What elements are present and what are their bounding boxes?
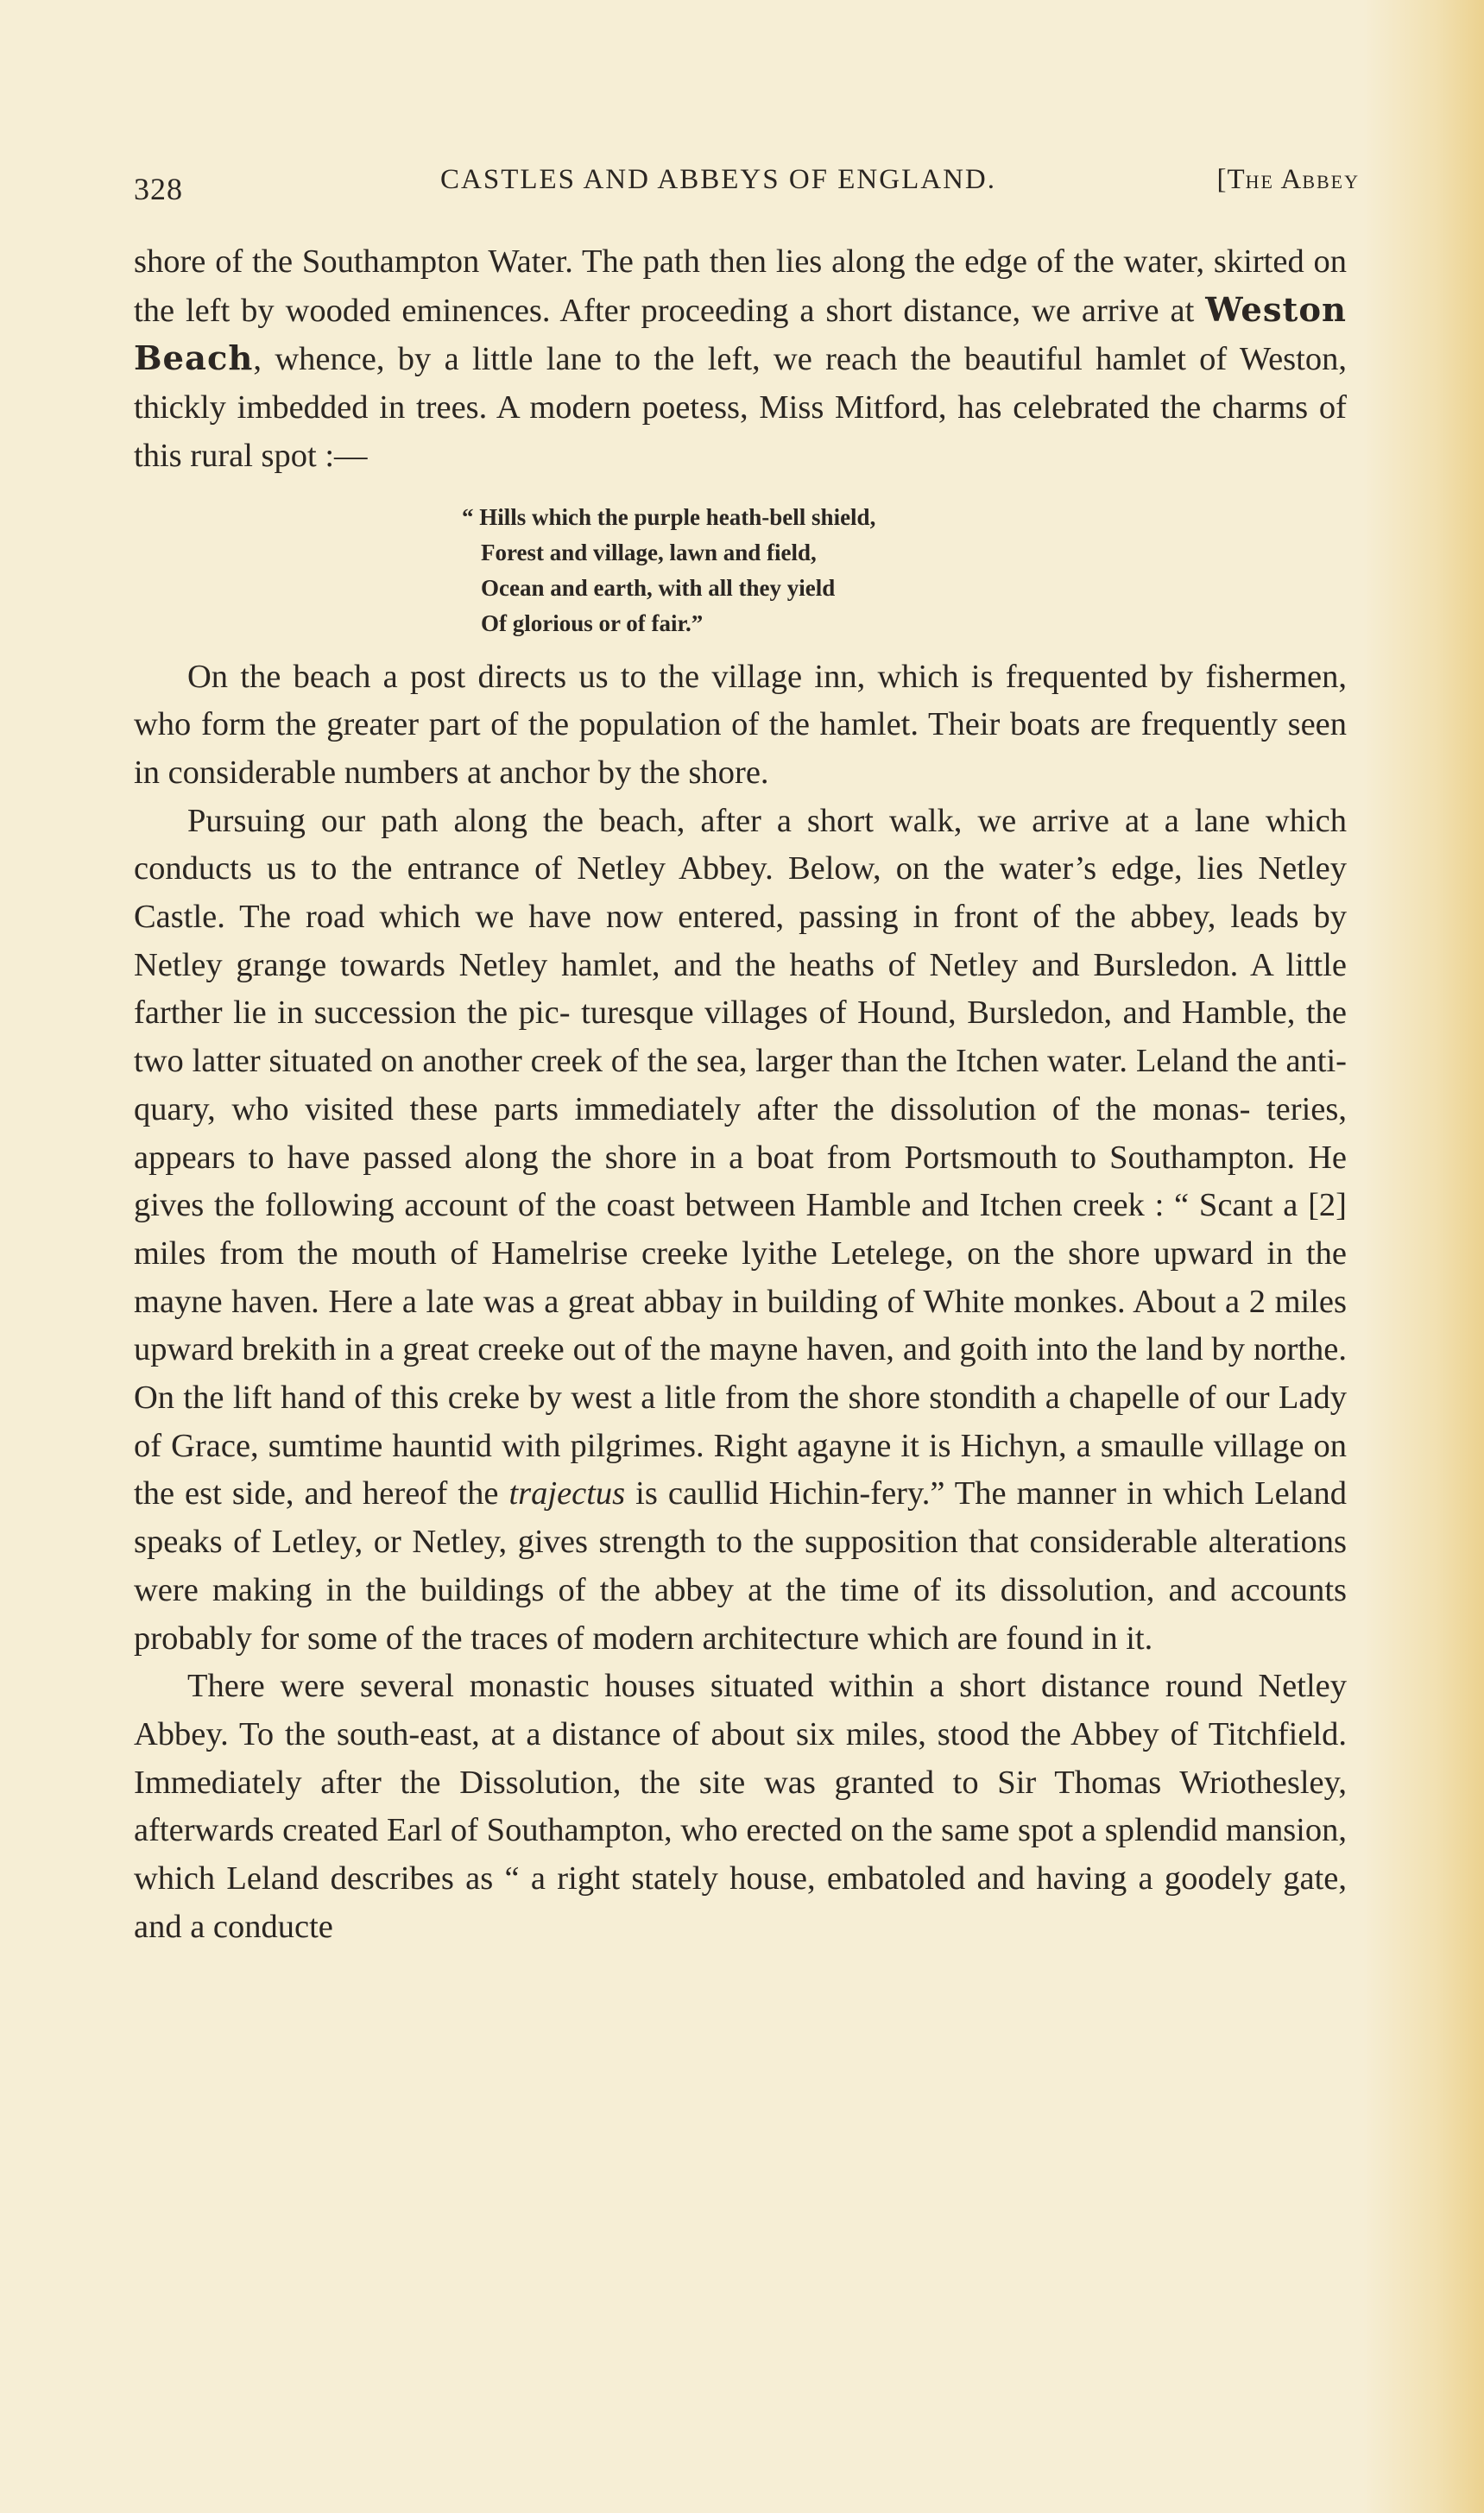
verse-line-4: Of glorious or of fair.” [481, 609, 704, 636]
paragraph-3-text-a: Pursuing our path along the beach, after a short walk, we arrive at a lane which conducts us to the entrance of Netley Abbey. Below, on the water’s edge, lies Netley Castle. The road which we have now entered, passing in front of the abbey, leads by Netley grange towards Netley hamlet, and the heaths of Netley and Bursledon. A little farther lie in succession the pic- turesque villages of Hound, Bursledon, and Hamble, the two latter situated on another creek of the sea, larger than the Itchen water. Leland the anti- quary, who visited these parts immediately after the dissolution of the monas- teries, appears to have passed along the shore in a boat from Portsmouth to Southampton. He gives the following account of the coast between Hamble and Itchen creek : “ Scant a [2] miles from the mouth of Hamelrise creeke lyithe Letelege, on the shore upward in the mayne haven. Here a late was a great abbay in building of White monkes. About a 2 miles upward brekith in a great creeke out of the mayne haven, and goith into the land by northe. On the lift hand of this creke by west a litle from the shore stondith a chapelle of our Lady of Grace, sumtime hauntid with pilgrimes. Right agayne it is Hichyn, a smaulle village on the est side, and hereof the [134, 802, 1347, 1512]
paragraph-3 [134, 798, 1347, 1664]
paragraph-1-text-b: , whence, by a little lane to the left, we reach the beautiful hamlet of Weston, thickly imbedded in trees. A modern poetess, Miss Mitford, has celebrated the charms of this rural spot :— [134, 341, 1347, 474]
verse-line-1: “ Hills which the purple heath-bell shield, [462, 503, 876, 530]
verse-line-3: Ocean and earth, with all they yield [481, 574, 836, 601]
latin-term-trajectus: trajectus [508, 1475, 626, 1512]
paragraph-2: On the beach a post directs us to the village inn, which is frequented by fishermen, who form the greater part of the population of the hamlet. Their boats are frequently seen in considerable numbers at anchor by the shore. [134, 658, 1347, 791]
section-initial-2: A [1280, 164, 1303, 195]
section-bracket: [ [1216, 164, 1228, 195]
running-title: CASTLES AND ABBEYS OF ENGLAND. [440, 164, 996, 195]
paragraph-1 [134, 238, 1347, 481]
verse-line-2: Forest and village, lawn and field, [481, 539, 817, 565]
section-smallcaps-2: BBEY [1302, 171, 1360, 193]
page-number: 328 [134, 172, 183, 206]
paragraph-4: There were several monastic houses situated within a short distance round Netley Abbey. To the south-east, at a distance of about six miles, stood the Abbey of Titchfield. Immediately after the Dissolution, the site was granted to Sir Thomas Wriothesley, afterwards created Earl of Southampton, who erected on the same spot a splendid mansion, which Leland describes as “ a right stately house, embatoled and having a goodely gate, and a conducte [134, 1668, 1347, 1945]
verse-quotation [134, 500, 1347, 641]
body-text [134, 238, 1347, 1952]
section-initial: T [1227, 164, 1246, 195]
section-tag [1216, 164, 1360, 196]
page-header [134, 164, 1360, 216]
place-name-weston-beach: Weston Beach [134, 290, 1347, 379]
section-smallcaps: HE [1245, 171, 1281, 193]
paragraph-3-text-b: is caullid Hichin-fery.” The manner in which Leland speaks of Letley, or Netley, gives strength to the supposition that considerable alterations were making in the buildings of the abbey at the time of its dissolution, and accounts probably for some of the traces of modern architecture which are found in it. [134, 1475, 1347, 1657]
page-edge-shading [1363, 0, 1484, 2513]
paragraph-1-text-a: shore of the Southampton Water. The path then lies along the edge of the water, skirted on the left by wooded eminences. After proceeding a short distance, we arrive at [134, 243, 1347, 329]
